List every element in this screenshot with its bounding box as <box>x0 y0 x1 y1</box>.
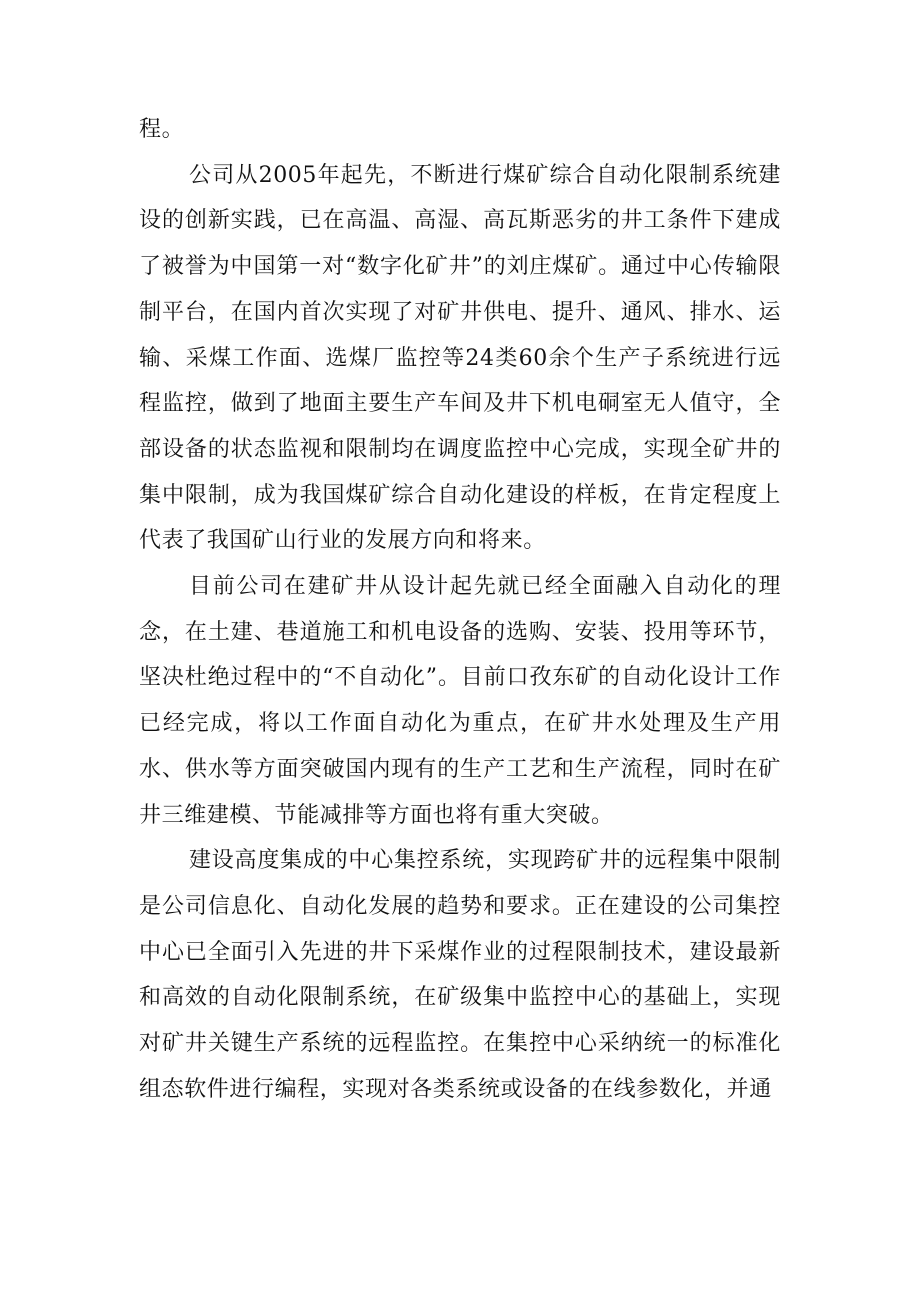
paragraph: 建设高度集成的中心集控系统，实现跨矿井的远程集中限制是公司信息化、自动化发展的趋势和要求。正在建设的公司集控中心已全面引入先进的井下采煤作业的过程限制技术，建设最新和高效的自动化限制系统，在矿级集中监控中心的基础上，实现对矿井关键生产系统的远程监控。在集控中心采纳统一的标准化组态软件进行编程，实现对各类系统或设备的在线参数化，并通 <box>139 848 781 1102</box>
body-text <box>139 107 781 1112</box>
paragraph: 目前公司在建矿井从设计起先就已经全面融入自动化的理念，在土建、巷道施工和机电设备的选购、安装、投用等环节，坚决杜绝过程中的“不自动化”。目前口孜东矿的自动化设计工作已经完成，将以工作面自动化为重点，在矿井水处理及生产用水、供水等方面突破国内现有的生产工艺和生产流程，同时在矿井三维建模、节能减排等方面也将有重大突破。 <box>139 574 781 828</box>
paragraph-continuation: 程。 <box>139 117 185 142</box>
paragraph: 公司从2005年起先，不断进行煤矿综合自动化限制系统建设的创新实践，已在高温、高湿、高瓦斯恶劣的井工条件下建成了被誉为中国第一对“数字化矿井”的刘庄煤矿。通过中心传输限制平台，在国内首次实现了对矿井供电、提升、通风、排水、运输、采煤工作面、选煤厂监控等24类60余个生产子系统进行远程监控，做到了地面主要生产车间及井下机电硐室无人值守，全部设备的状态监视和限制均在调度监控中心完成，实现全矿井的集中限制，成为我国煤矿综合自动化建设的样板，在肯定程度上代表了我国矿山行业的发展方向和将来。 <box>139 162 781 554</box>
